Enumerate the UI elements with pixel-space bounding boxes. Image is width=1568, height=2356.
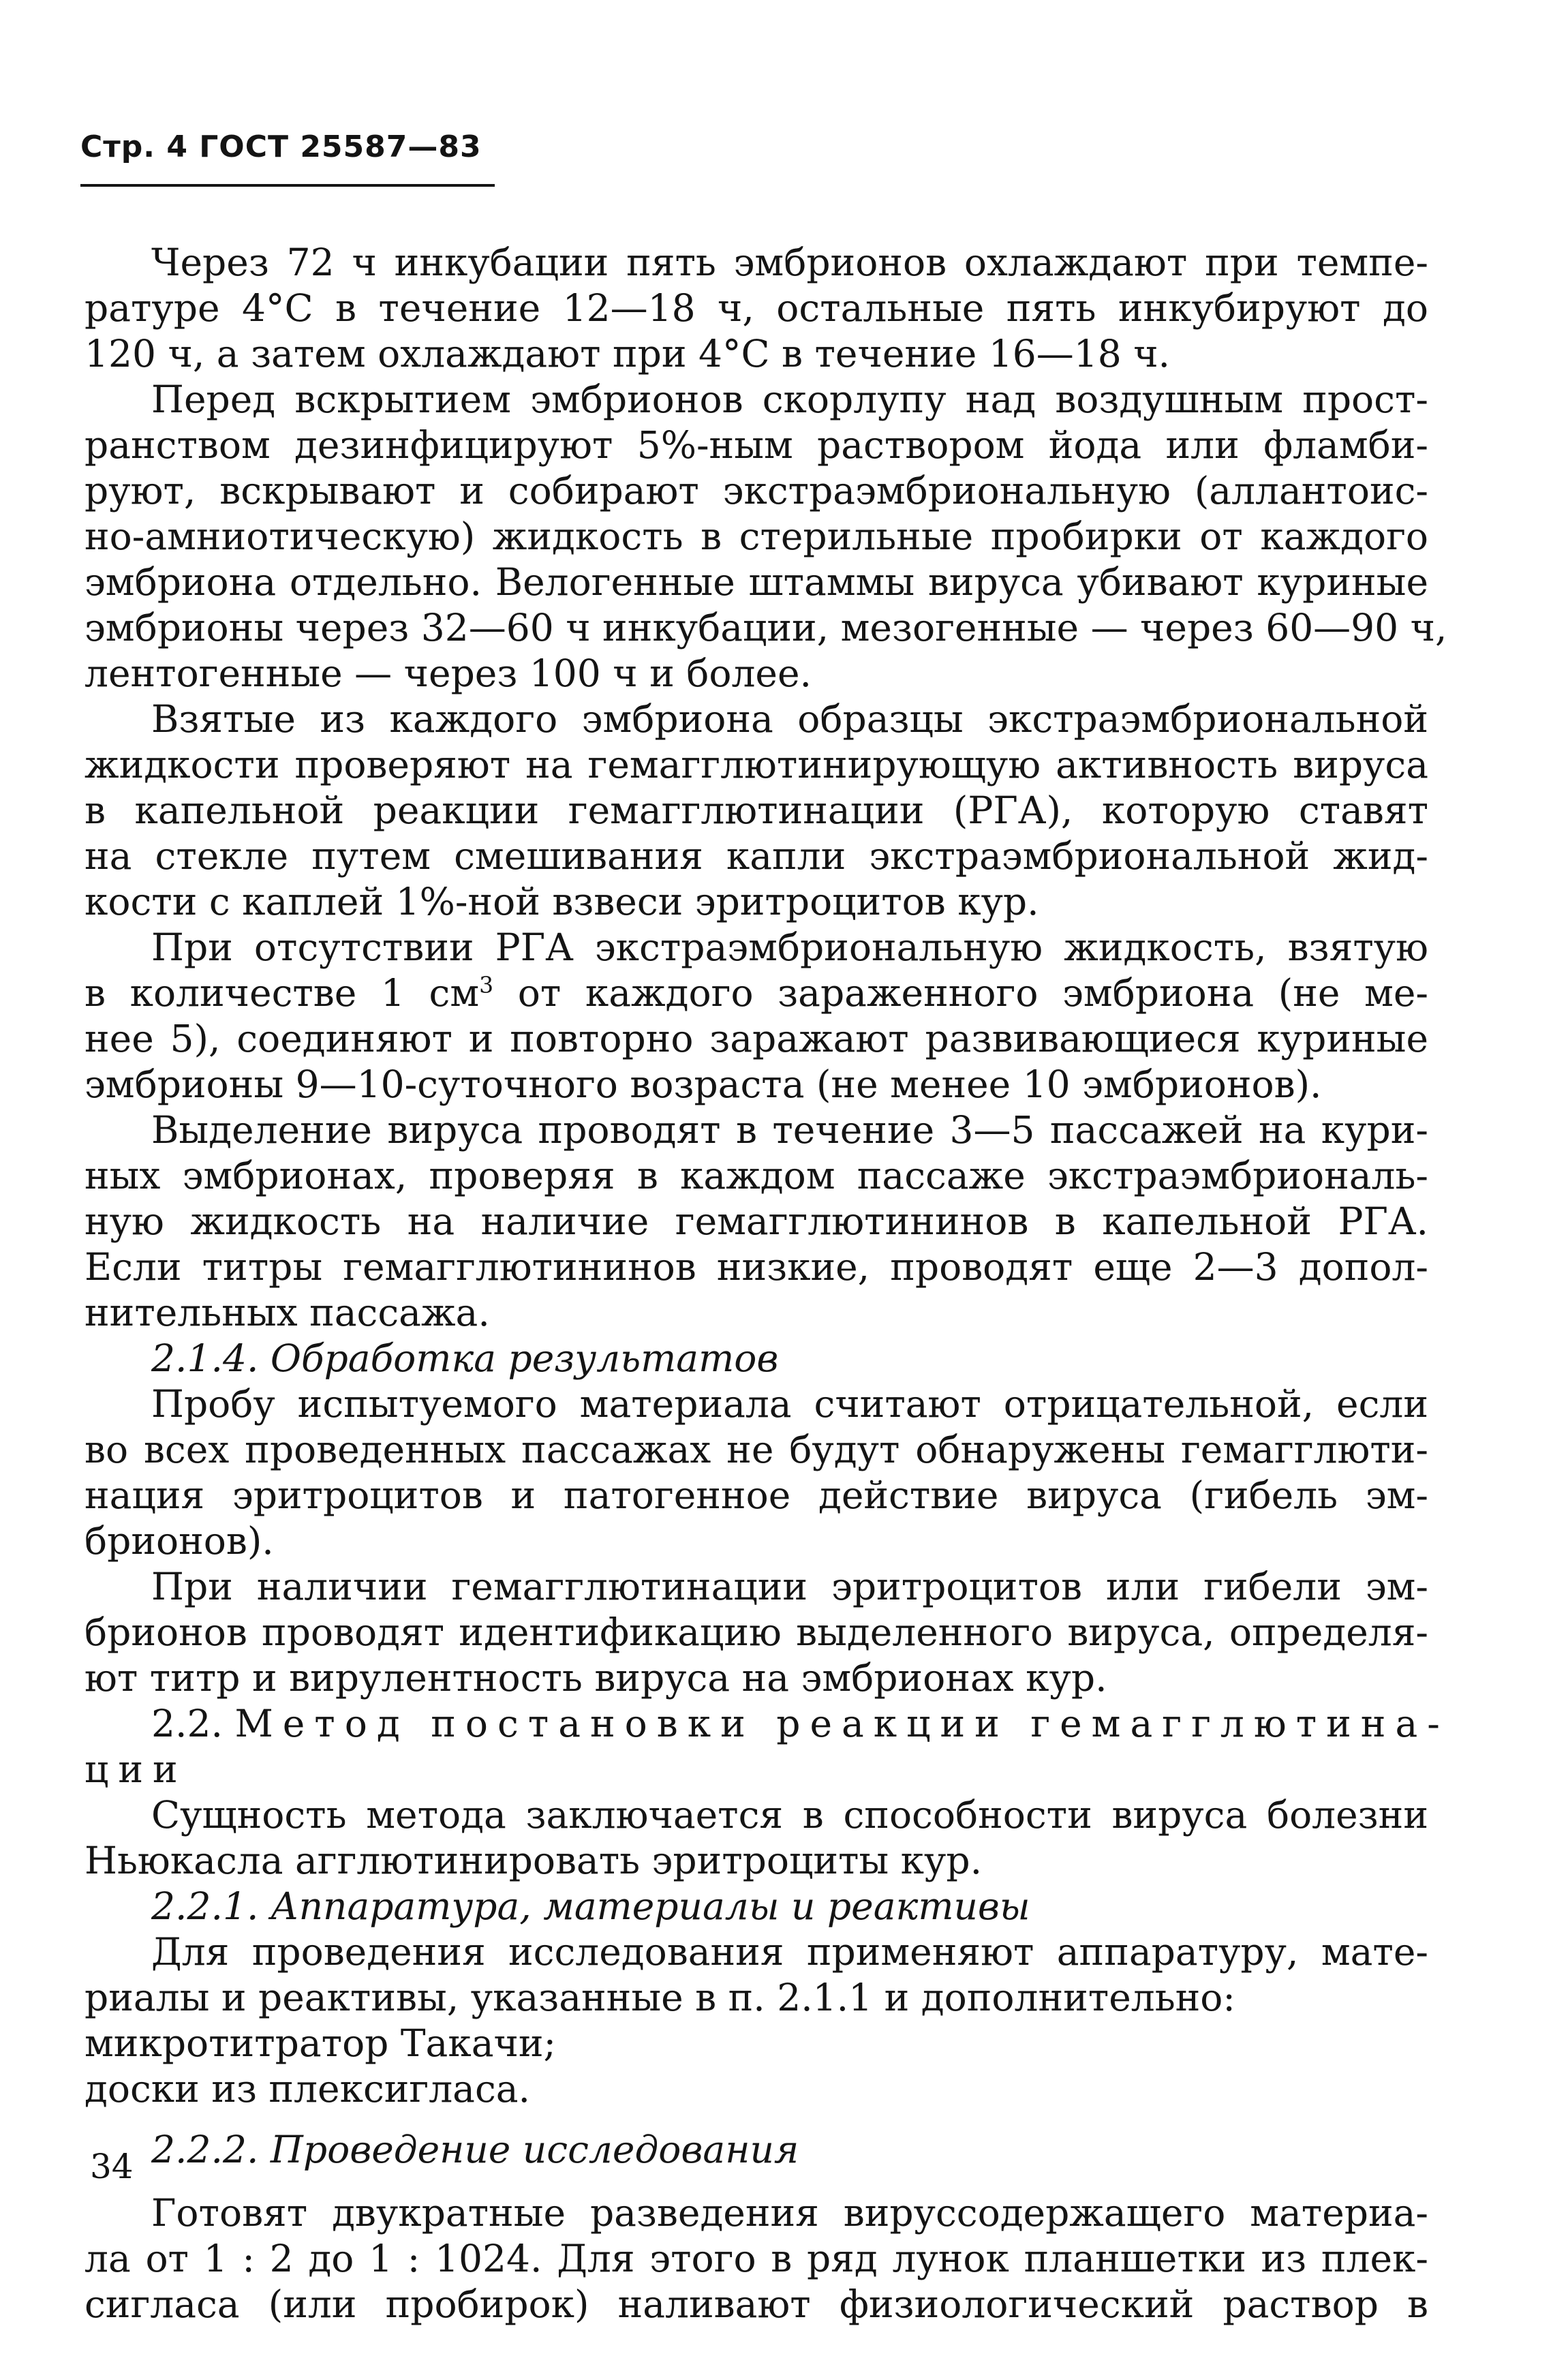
text-line: ных эмбрионах, проверяя в каждом пассаже экстраэмбриональ-: [84, 1154, 1428, 1197]
section-heading: 2.2.1. Аппаратура, материалы и реактивы: [151, 1884, 1030, 1928]
page-header: Стр. 4 ГОСТ 25587—83: [80, 129, 482, 164]
text-line-with-superscript: [84, 970, 1428, 1016]
text-segment: в количестве 1 см: [84, 971, 480, 1015]
text-line: ранством дезинфицируют 5%-ным раствором йода или фламби-: [84, 423, 1428, 467]
text-line: Ньюкасла агглютинировать эритроциты кур.: [84, 1839, 983, 1882]
text-line: Если титры гемагглютининов низкие, проводят еще 2—3 допол-: [84, 1245, 1428, 1289]
text-line: Пробу испытуемого материала считают отрицательной, если: [151, 1382, 1428, 1426]
text-line: брионов проводят идентификацию выделенного вируса, определя-: [84, 1610, 1428, 1654]
text-line: но-амниотическую) жидкость в стерильные пробирки от каждого: [84, 515, 1428, 558]
superscript: 3: [479, 971, 494, 998]
text-line: руют, вскрывают и собирают экстраэмбриональную (аллантоис-: [84, 469, 1428, 512]
section-heading: 2.1.4. Обработка результатов: [151, 1336, 779, 1380]
text-line: Готовят двукратные разведения вируссодержащего материа-: [151, 2191, 1428, 2235]
section-heading: 2.2.2. Проведение исследования: [151, 2128, 799, 2171]
text-line: Взятые из каждого эмбриона образцы экстраэмбриональной: [151, 697, 1428, 741]
list-item: доски из плексигласа.: [84, 2067, 531, 2111]
text-line: Сущность метода заключается в способности вируса болезни: [151, 1793, 1428, 1837]
header-rule: [80, 184, 495, 187]
text-line: ют титр и вирулентность вируса на эмбрионах кур.: [84, 1656, 1107, 1700]
text-line: ла от 1 : 2 до 1 : 1024. Для этого в ряд лунок планшетки из плек-: [84, 2237, 1428, 2280]
text-line: Выделение вируса проводят в течение 3—5 пассажей на кури-: [151, 1108, 1428, 1152]
text-line: эмбриона отдельно. Велогенные штаммы вируса убивают куриные: [84, 560, 1428, 604]
text-line: эмбрионы через 32—60 ч инкубации, мезогенные — через 60—90 ч,: [84, 606, 1447, 649]
text-line: 120 ч, а затем охлаждают при 4°С в течение 16—18 ч.: [84, 332, 1171, 376]
text-line: риалы и реактивы, указанные в п. 2.1.1 и дополнительно:: [84, 1976, 1235, 2019]
text-line: нительных пассажа.: [84, 1291, 490, 1334]
text-line: Перед вскрытием эмбрионов скорлупу над воздушным прост-: [151, 378, 1428, 421]
text-line: в капельной реакции гемагглютинации (РГА), которую ставят: [84, 789, 1428, 832]
section-number: 2.2.: [151, 1702, 235, 1745]
text-line: на стекле путем смешивания капли экстраэмбриональной жид-: [84, 834, 1428, 878]
text-line: сигласа (или пробирок) наливают физиологический раствор в: [84, 2282, 1428, 2326]
text-line: При отсутствии РГА экстраэмбриональную жидкость, взятую: [151, 925, 1428, 969]
list-item: микротитратор Такачи;: [84, 2021, 557, 2065]
section-title-spaced: Метод постановки реакции гемагглютина-: [234, 1702, 1449, 1745]
section-heading-method: [84, 1701, 1449, 1747]
text-line: Через 72 ч инкубации пять эмбрионов охлаждают при темпе-: [151, 241, 1428, 284]
text-line: во всех проведенных пассажах не будут обнаружены гемагглюти-: [84, 1428, 1428, 1471]
text-line: ратуре 4°С в течение 12—18 ч, остальные пять инкубируют до: [84, 286, 1428, 330]
text-line: эмбрионы 9—10-суточного возраста (не менее 10 эмбрионов).: [84, 1062, 1322, 1106]
text-line: Для проведения исследования применяют аппаратуру, мате-: [151, 1930, 1428, 1974]
text-line: жидкости проверяют на гемагглютинирующую активность вируса: [84, 743, 1428, 786]
section-title-continuation: ции: [84, 1747, 187, 1791]
text-line: лентогенные — через 100 ч и более.: [84, 652, 812, 695]
page-number: 34: [90, 2147, 134, 2186]
text-segment: от каждого зараженного эмбриона (не ме-: [493, 971, 1428, 1015]
text-line: кости с каплей 1%-ной взвеси эритроцитов кур.: [84, 880, 1039, 923]
text-line: ную жидкость на наличие гемагглютининов в капельной РГА.: [84, 1199, 1428, 1243]
text-line: брионов).: [84, 1519, 274, 1563]
text-line: При наличии гемагглютинации эритроцитов или гибели эм-: [151, 1565, 1428, 1608]
text-line: нее 5), соединяют и повторно заражают развивающиеся куриные: [84, 1017, 1428, 1060]
text-line: нация эритроцитов и патогенное действие вируса (гибель эм-: [84, 1473, 1428, 1517]
body-text: [84, 240, 1449, 2327]
